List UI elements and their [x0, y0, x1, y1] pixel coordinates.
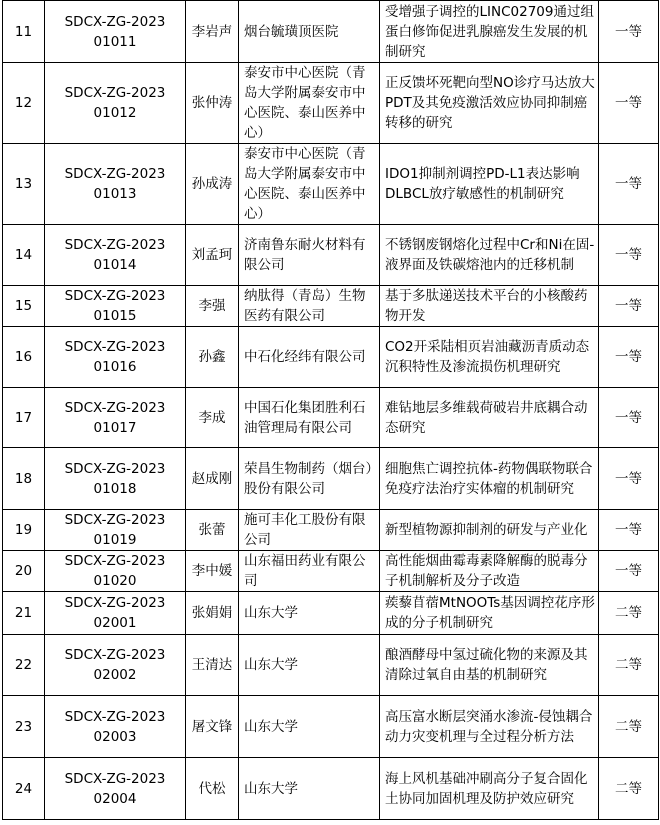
row-number-cell: 11	[3, 1, 45, 63]
table-row	[3, 551, 659, 592]
project-code-suffix: 02001	[93, 615, 137, 631]
project-code-prefix: SDCX-ZG-2023	[64, 166, 166, 182]
organization-cell: 烟台毓璜顶医院	[239, 1, 380, 63]
project-code-cell	[45, 144, 186, 225]
organization-cell: 荣昌生物制药（烟台）股份有限公司	[239, 448, 380, 510]
person-name-cell: 王清达	[186, 635, 239, 696]
award-grade-cell: 一等	[599, 286, 659, 327]
organization-cell: 山东大学	[239, 696, 380, 758]
project-code-prefix: SDCX-ZG-2023	[64, 399, 166, 416]
table-row	[3, 225, 659, 286]
project-code-prefix: SDCX-ZG-2023	[64, 595, 166, 611]
row-number-cell: 24	[3, 758, 45, 820]
project-title-cell: 受增强子调控的LINC02709通过组蛋白修饰促进乳腺癌发生发展的机制研究	[380, 1, 599, 63]
organization-cell: 施可丰化工股份有限公司	[239, 510, 380, 551]
person-name-cell: 赵成刚	[186, 448, 239, 510]
award-grade-cell: 一等	[599, 448, 659, 510]
project-title-cell: 难钻地层多维载荷破岩井底耦合动态研究	[380, 388, 599, 448]
project-code-cell	[45, 758, 186, 820]
table-row	[3, 63, 659, 144]
row-number-cell: 16	[3, 327, 45, 388]
person-name-cell: 李中媛	[186, 551, 239, 592]
project-code-prefix: SDCX-ZG-2023	[64, 460, 166, 477]
project-code-prefix: SDCX-ZG-2023	[64, 13, 166, 30]
award-grade-cell: 一等	[599, 388, 659, 448]
award-grade-cell: 一等	[599, 144, 659, 225]
row-number-cell: 19	[3, 510, 45, 551]
project-code-cell	[45, 388, 186, 448]
project-title-cell: 基于多肽递送技术平台的小核酸药物开发	[380, 286, 599, 327]
organization-cell: 山东福田药业有限公司	[239, 551, 380, 592]
project-code-suffix: 01018	[93, 480, 137, 497]
project-code-cell	[45, 592, 186, 635]
project-code-cell	[45, 510, 186, 551]
project-code-suffix: 01013	[93, 186, 137, 202]
project-code-prefix: SDCX-ZG-2023	[64, 512, 166, 528]
table-row	[3, 1, 659, 63]
organization-cell: 泰安市中心医院（青岛大学附属泰安市中心医院、泰山医养中心）	[239, 144, 380, 225]
project-code-suffix: 02003	[93, 728, 137, 745]
row-number-cell: 20	[3, 551, 45, 592]
project-code-prefix: SDCX-ZG-2023	[64, 647, 166, 663]
organization-cell: 济南鲁东耐火材料有限公司	[239, 225, 380, 286]
project-code-cell	[45, 1, 186, 63]
project-code-cell	[45, 448, 186, 510]
project-code-suffix: 01012	[93, 105, 137, 121]
project-code-cell	[45, 63, 186, 144]
project-code-prefix: SDCX-ZG-2023	[64, 339, 166, 355]
table-row	[3, 592, 659, 635]
project-code-suffix: 01014	[93, 257, 137, 273]
organization-cell: 山东大学	[239, 592, 380, 635]
table-row	[3, 448, 659, 510]
project-code-suffix: 02004	[93, 790, 137, 807]
project-code-suffix: 01016	[93, 359, 137, 375]
row-number-cell: 12	[3, 63, 45, 144]
project-title-cell: 蒺藜苜蓿MtNOOTs基因调控花序形成的分子机制研究	[380, 592, 599, 635]
project-code-suffix: 01019	[93, 532, 137, 548]
table-row	[3, 388, 659, 448]
table-body	[3, 1, 659, 820]
project-code-prefix: SDCX-ZG-2023	[64, 237, 166, 253]
project-title-cell: 海上风机基础冲刷高分子复合固化土协同加固机理及防护效应研究	[380, 758, 599, 820]
project-code-suffix: 01020	[93, 573, 137, 589]
row-number-cell: 17	[3, 388, 45, 448]
project-title-cell: 高性能烟曲霉毒素降解酶的脱毒分子机制解析及分子改造	[380, 551, 599, 592]
project-title-cell: 细胞焦亡调控抗体-药物偶联物联合免疫疗法治疗实体瘤的机制研究	[380, 448, 599, 510]
row-number-cell: 23	[3, 696, 45, 758]
person-name-cell: 张仲涛	[186, 63, 239, 144]
award-grade-cell: 一等	[599, 510, 659, 551]
table-row	[3, 635, 659, 696]
row-number-cell: 13	[3, 144, 45, 225]
person-name-cell: 屠文锋	[186, 696, 239, 758]
table-row	[3, 286, 659, 327]
award-grade-cell: 一等	[599, 551, 659, 592]
project-code-prefix: SDCX-ZG-2023	[64, 770, 166, 787]
project-title-cell: 正反馈坏死靶向型NO诊疗马达放大PDT及其免疫激活效应协同抑制癌转移的研究	[380, 63, 599, 144]
person-name-cell: 张娟娟	[186, 592, 239, 635]
row-number-cell: 15	[3, 286, 45, 327]
person-name-cell: 张蕾	[186, 510, 239, 551]
person-name-cell: 李岩声	[186, 1, 239, 63]
project-code-cell	[45, 696, 186, 758]
person-name-cell: 孙成涛	[186, 144, 239, 225]
row-number-cell: 22	[3, 635, 45, 696]
person-name-cell: 刘孟珂	[186, 225, 239, 286]
project-code-suffix: 01015	[93, 308, 137, 324]
organization-cell: 中石化经纬有限公司	[239, 327, 380, 388]
project-title-cell: CO2开采陆相页岩油藏沥青质动态沉积特性及渗流损伤机理研究	[380, 327, 599, 388]
row-number-cell: 14	[3, 225, 45, 286]
project-code-cell	[45, 225, 186, 286]
project-code-cell	[45, 286, 186, 327]
organization-cell: 山东大学	[239, 758, 380, 820]
award-table-wrapper	[2, 0, 658, 820]
organization-cell: 泰安市中心医院（青岛大学附属泰安市中心医院、泰山医养中心）	[239, 63, 380, 144]
person-name-cell: 代松	[186, 758, 239, 820]
project-title-cell: 新型植物源抑制剂的研发与产业化	[380, 510, 599, 551]
table-row	[3, 758, 659, 820]
table-row	[3, 144, 659, 225]
table-row	[3, 327, 659, 388]
project-title-cell: 高压富水断层突涌水渗流-侵蚀耦合动力灾变机理与全过程分析方法	[380, 696, 599, 758]
project-code-suffix: 01017	[93, 419, 137, 436]
project-code-prefix: SDCX-ZG-2023	[64, 288, 166, 304]
award-grade-cell: 一等	[599, 1, 659, 63]
project-title-cell: 不锈钢废钢熔化过程中Cr和Ni在固-液界面及铁碳熔池内的迁移机制	[380, 225, 599, 286]
table-row	[3, 696, 659, 758]
person-name-cell: 李强	[186, 286, 239, 327]
organization-cell: 纳肽得（青岛）生物医药有限公司	[239, 286, 380, 327]
project-code-suffix: 01011	[93, 33, 137, 50]
organization-cell: 中国石化集团胜利石油管理局有限公司	[239, 388, 380, 448]
project-code-prefix: SDCX-ZG-2023	[64, 85, 166, 101]
project-code-cell	[45, 551, 186, 592]
award-grade-cell: 一等	[599, 63, 659, 144]
project-code-suffix: 02002	[93, 667, 137, 683]
project-title-cell: 酿酒酵母中氢过硫化物的来源及其清除过氧自由基的机制研究	[380, 635, 599, 696]
project-code-cell	[45, 635, 186, 696]
award-grade-cell: 一等	[599, 327, 659, 388]
award-table	[2, 0, 659, 820]
award-grade-cell: 二等	[599, 592, 659, 635]
row-number-cell: 18	[3, 448, 45, 510]
project-title-cell: IDO1抑制剂调控PD-L1表达影响DLBCL放疗敏感性的机制研究	[380, 144, 599, 225]
row-number-cell: 21	[3, 592, 45, 635]
award-grade-cell: 二等	[599, 696, 659, 758]
organization-cell: 山东大学	[239, 635, 380, 696]
table-row	[3, 510, 659, 551]
project-code-cell	[45, 327, 186, 388]
project-code-prefix: SDCX-ZG-2023	[64, 553, 166, 569]
award-grade-cell: 一等	[599, 225, 659, 286]
project-code-prefix: SDCX-ZG-2023	[64, 708, 166, 725]
person-name-cell: 孙鑫	[186, 327, 239, 388]
award-grade-cell: 二等	[599, 758, 659, 820]
award-grade-cell: 二等	[599, 635, 659, 696]
person-name-cell: 李成	[186, 388, 239, 448]
